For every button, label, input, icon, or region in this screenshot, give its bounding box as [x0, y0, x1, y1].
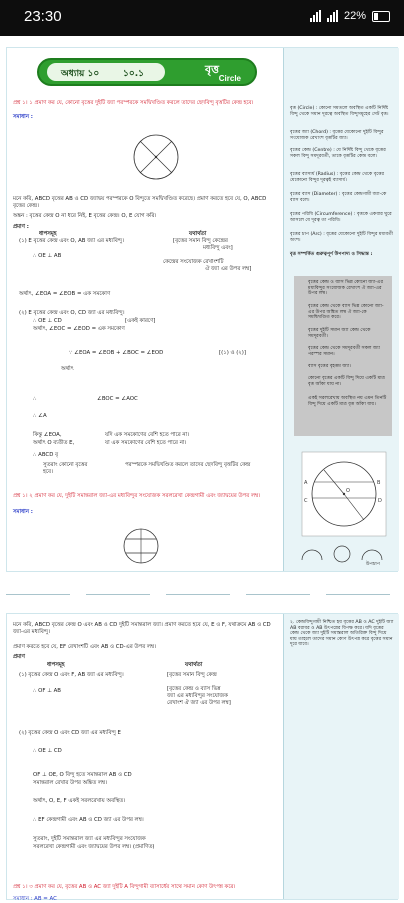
problem-3b: সমাধান : AB = AC [13, 896, 57, 902]
step-3b: অর্থাৎ [61, 366, 74, 372]
figure-label-c: C [304, 498, 308, 504]
figure-label-d: D [378, 498, 382, 504]
circle-diagram-2 [121, 526, 161, 566]
figure-label-o: O [346, 488, 350, 494]
step-3: ∵ ∠EOA = ∠EOB + ∠BOC = ∠EOD [69, 350, 164, 356]
steps-header: ধাপসমূহ [39, 231, 57, 237]
step-1c: অর্থাৎ, ∠EOA = ∠EOB = এক সমকোণ [19, 291, 111, 297]
reason-1a: [বৃত্তের সমান বিন্দু কেন্দ্রের [173, 238, 228, 244]
chapter-banner [37, 58, 257, 86]
chapter-pill [47, 63, 165, 81]
side-note-7: বৃত্তের চাপ (Arc) : বৃত্তের যেকোনো দুইটি বিন্দুর মধ্যবর্তী অংশ। [290, 232, 393, 243]
p2-reason-1c: জ্যা এর মধ্যবিন্দুর সংযোজক [167, 693, 228, 699]
side-note-3: বৃত্তের কেন্দ্র (Centre) : যে নির্দিষ্ট বিন্দু থেকে বৃত্তের সকল বিন্দু সমদূরবর্তী, তাকে বৃত্তটির কেন্দ্র বলে। [290, 148, 386, 159]
circle-diagram-1 [131, 132, 181, 182]
arc-diagrams [298, 542, 394, 564]
p2-step-1b: ∴ OF ⊥ AB [33, 688, 61, 694]
side-note-8: বৃত্ত সম্পর্কিত গুরুত্বপূর্ণ উপপাদ্য ও সিদ্ধান্ত : [290, 252, 373, 257]
battery-text: 22% [343, 10, 366, 22]
reason-3: [(১) ও (২)] [219, 350, 247, 356]
proof-header-2: প্রমাণ [13, 654, 25, 660]
side-note-2: বৃত্তের জ্যা (Chord) : বৃত্তের যেকোনো দুইটি বিন্দুর সংযোজক রেখাংশ বৃত্তটির জ্যা। [290, 130, 384, 141]
proof-header: প্রমাণ : [13, 224, 29, 230]
side-note-5: বৃত্তের ব্যাস (Diameter) : বৃত্তের কেন্দ্রগামী জ্যা-কে ব্যাস বলে। [290, 192, 387, 203]
step-4: কিন্তু ∠EOA, [33, 432, 62, 438]
construction-text: অঙ্কন : বৃত্তের কেন্দ্র O না ধরে নিই, E বৃত্তের কেন্দ্র। O, E যোগ করি। [13, 213, 157, 219]
signal-icon-2 [327, 10, 338, 22]
problem-2: প্রশ্ন ১। ২ প্রমাণ কর যে, দুইটি সমান্তরাল জ্যা-এর মধ্যবিন্দুর সংযোজক সরলরেখা কেন্দ্রগামী এবং জ্যাদ্বয়ের উপর লম্ব। [13, 493, 261, 499]
problem-1: প্রশ্ন ১। ১ প্রমাণ কর যে, কোনো বৃত্তের দুইটি জ্যা পরস্পরকে সমদ্বিখণ্ডিত করলে তাদের ছেদবিন্দু বৃত্তটির কেন্দ্র হবে। [13, 100, 254, 106]
p2-step-6b: সরলরেখা কেন্দ্রগামী এবং জ্যাদ্বয়ের উপর লম্ব। (প্রমাণিত) [33, 844, 155, 850]
p2-step-2: (২) বৃত্তের কেন্দ্র O এবং CD জ্যা এর মধ্যবিন্দু E [19, 730, 121, 736]
p2-reason-1b: [বৃত্তের কেন্দ্র ও ব্যাস ভিন্ন [167, 686, 221, 692]
reason-header: যথার্থতা [189, 231, 207, 237]
side-note-6: বৃত্তের পরিধি (Circumference) : বৃত্তকে একবার ঘুরে আসলে যে দূরত্ব তা পরিধি। [290, 212, 392, 223]
conclusion-a: সুতরাং কোনো বৃত্তের [43, 462, 88, 468]
numbered-note-1: বৃত্তের কেন্দ্র ও ব্যাস ভিন্ন কোনো জ্যা-এর মধ্যবিন্দুর সংযোজক রেখাংশ ঐ জ্যা-এর উপর লম্ব। [308, 280, 384, 297]
figure-label-a: A [304, 480, 308, 486]
status-time: 23:30 [24, 8, 62, 25]
conclusion-c: হবে। [43, 469, 53, 475]
figure-caption: উপচাপ [366, 562, 380, 567]
problem-3: প্রশ্ন ১। ৩ প্রমাণ কর যে, বৃত্তের AB ও AC জ্যা দুইটি A বিন্দুগামী ব্যাসার্ধের সাথে সমান কোণ উৎপন্ন করে। [13, 884, 236, 890]
page2-main-column [7, 614, 283, 902]
p2-step-5: ∴ EF কেন্দ্রগামী এবং AB ও CD জ্যা এর উপর লম্ব। [33, 817, 144, 823]
construction-text-2: প্রমাণ করতে হবে যে, EF রেখাংশটি এবং AB ও CD-এর উপর লম্ব। [13, 644, 157, 650]
document-page-2[interactable] [6, 613, 398, 900]
chapter-label: অধ্যায় ১০ [61, 69, 100, 79]
reason-1b: মধ্যবিন্দু এবং] [203, 245, 233, 251]
given-text-2: মনে করি, ABCD বৃত্তের কেন্দ্র O এবং AB ও CD দুইটি সমান্তরাল জ্যা। প্রমাণ করতে হবে যে, E ও F, যথাক্রমে AB ও CD জ্যা-এর মধ্যবিন্দু। [13, 622, 271, 635]
section-label: ১০.১ [123, 69, 144, 79]
step-3c: ∴ [33, 396, 37, 402]
reason-2a: [একই কারণে] [125, 318, 156, 324]
step-2: (২) E বৃত্তের কেন্দ্র এবং O, CD জ্যা এর মধ্যবিন্দু। [19, 310, 125, 316]
step-2b: ∴ OE ⊥ CD [33, 318, 62, 324]
figure-label-b: B [377, 480, 381, 486]
p2-step-1: (১) বৃত্তের কেন্দ্র O এবং F, AB জ্যা এর মধ্যবিন্দু। [19, 672, 124, 678]
circle-diagram-side [302, 452, 386, 536]
numbered-note-7: একই সরলরেখায় অবস্থিত নয় এমন তিনটি বিন্দু দিয়ে একটি মাত্র বৃত্ত আঁকা যায়। [308, 396, 387, 407]
numbered-note-4: বৃত্তের কেন্দ্র থেকে সমদূরবর্তী সকল জ্যা পরস্পর সমান। [308, 346, 380, 357]
step-4b: অর্থাৎ O ব্যতীত E, [33, 440, 75, 446]
battery-icon [372, 11, 390, 22]
p2-step-3b: সমান্তরাল রেখার উপর অঙ্কিত লম্ব। [33, 780, 108, 786]
status-icons [310, 10, 390, 22]
p2-reason-1: [বৃত্তের সমান বিন্দু কেন্দ্র [167, 672, 217, 678]
solution-label-1: সমাধান : [13, 114, 33, 120]
p2-step-2b: ∴ OE ⊥ CD [33, 748, 62, 754]
page1-main-column [7, 48, 283, 571]
numbered-note-2: বৃত্তের কেন্দ্র থেকে ব্যাস ভিন্ন কোনো জ্যা-এর উপর অঙ্কিত লম্ব ঐ জ্যা-কে সমদ্বিখণ্ডিত করে। [308, 304, 384, 321]
side-note-1: বৃত্ত (Circle) : কোনো সমতলে অবস্থিত একটি নির্দিষ্ট বিন্দু থেকে সমান দূরত্বে অবস্থিত বিন্দুসমূহের সেট বৃত্ত। [290, 106, 389, 117]
step-1: (১) E বৃত্তের কেন্দ্র এবং O, AB জ্যা এর মধ্যবিন্দু। [19, 238, 124, 244]
given-text: মনে করি, ABCD বৃত্তের AB ও CD জ্যাদ্বয় পরস্পরকে O বিন্দুতে সমদ্বিখণ্ডিত করেছে। প্রমাণ করতে হবে যে, O, ABCD বৃত্তের কেন্দ্র। [13, 196, 267, 209]
p2-step-6: সুতরাং, দুইটি সমান্তরাল জ্যা এর মধ্যবিন্দুর সংযোজক [33, 836, 146, 842]
step-1b: ∴ OE ⊥ AB [33, 253, 62, 259]
p2-side-note: ২. কেন্দ্রবিন্দুগামী নিশ্চিত হয় বৃত্তের AB ও AC দুইটি জ্যা AB বরাবর ও AB উৎপন্নের বিপক্ষ করে। যদি বৃত্তের কেন্দ্র থেকে জ্যা দুইটি সমান্তরাল অতিরিক্ত বিন্দু দিয়ে যায় তাহলে তাদের সমান কোণ উৎপন্ন করে বৃত্তের সমান দূরে যাবে। [290, 620, 394, 648]
banner-title-en: Circle [218, 74, 241, 83]
reason-4: যদি এক সমকোণের বেশি হতে পারে না। [105, 432, 190, 438]
numbered-note-5: ব্যাস বৃত্তের বৃহত্তম জ্যা। [308, 364, 351, 369]
page-separator [0, 594, 404, 595]
reason-1c: কেন্দ্রের সংযোজক রেখাংশটি [163, 259, 224, 265]
p2-step-4: অর্থাৎ, O, E, F একই সরলরেখায় অবস্থিত। [33, 798, 126, 804]
p2-reason-1d: রেখাংশ ঐ জ্যা এর উপর লম্ব] [167, 700, 231, 706]
step-2c: অর্থাৎ, ∠EOC = ∠EOD = এক সমকোণ [33, 326, 125, 332]
page2-side-column [283, 614, 399, 899]
steps-header-2: ধাপসমূহ [47, 662, 65, 668]
reason-4b: যা এক সমকোণের বেশি হতে পারে না। [105, 440, 187, 446]
banner-title-bn: বৃত্ত [205, 63, 219, 76]
solution-label-2: সমাধান : [13, 509, 33, 515]
step-3d: ∠BOC = ∠AOC [97, 396, 138, 402]
step-4c: ∴ ABCD বৃ [33, 452, 59, 458]
conclusion-b: পরস্পরকে সমদ্বিখণ্ডিত করলে তাদের ছেদবিন্দু বৃত্তটির কেন্দ্র [125, 462, 251, 468]
status-bar [0, 0, 404, 36]
reason-header-2: যথার্থতা [185, 662, 203, 668]
reason-1d: ঐ জ্যা এর উপর লম্ব] [205, 266, 252, 272]
page1-side-column [283, 48, 399, 571]
signal-icon [310, 10, 321, 22]
step-3e: ∴ ∠A [33, 413, 47, 419]
numbered-note-6: কোনো বৃত্তের একটি বিন্দু দিয়ে একটি মাত্র বৃত্ত আঁকা যায় না। [308, 376, 385, 387]
p2-step-3: OF ⊥ OE, O বিন্দু হতে সমান্তরাল AB ও CD [33, 772, 132, 778]
document-page-1[interactable] [6, 47, 398, 572]
side-note-4: বৃত্তের ব্যাসার্ধ (Radius) : বৃত্তের কেন্দ্র থেকে বৃত্তের যেকোনো বিন্দুর দূরত্বই ব্যাসার্ধ। [290, 172, 385, 183]
numbered-note-3: বৃত্তের দুইটি সমান জ্যা কেন্দ্র থেকে সমদূরবর্তী। [308, 328, 371, 339]
